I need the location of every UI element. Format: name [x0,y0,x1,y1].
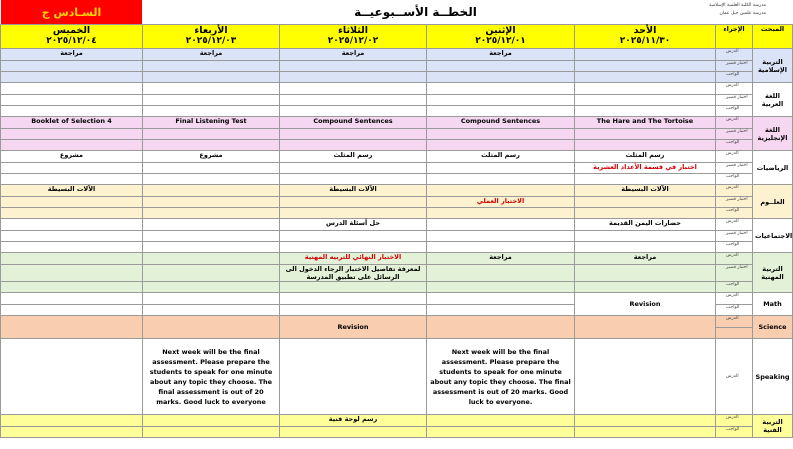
label-short-test: اختبار قصير [716,231,753,242]
school-name [689,2,766,18]
school-line-1: مدرسة الكلية العلمية الإسلامية [709,3,766,8]
table-row [1,185,793,197]
cell-mon: مراجعة [427,49,575,61]
cell-mon: مراجعة [427,253,575,265]
cell-tue: الآلات البسيطة [280,185,427,197]
label-short-test: اختبار قصير [716,61,753,72]
day-tuesday: الثلاثاء ٢٠٢٥/١٢/٠٢ [280,25,427,49]
table-row [1,117,793,129]
table-row [1,72,793,83]
label-lesson: الدرس [716,49,753,61]
table-row [1,174,793,185]
cell-sun: Revision [575,293,716,316]
table-row [1,140,793,151]
table-row [1,293,793,305]
label-short-test: اختبار قصير [716,129,753,140]
cell-wed: Next week will be the final assessment. Please prepare the students to speak for one minute about any topic they choose. The final assessment is out of 20 marks. Good luck to everyone [143,339,280,415]
label-homework: الواجب [716,242,753,253]
label-short-test: اختبار قصير [716,163,753,174]
subject-math-ar: الرياضيات [753,151,793,185]
cell-wed [143,185,280,197]
cell-tue: رسم لوحة فنية [280,415,427,427]
subject-social: الاجتماعيات [753,219,793,253]
table-row [1,427,793,438]
cell-wed: مشروع [143,151,280,163]
cell-sun: مراجعة [575,253,716,265]
label-homework: الواجب [716,140,753,151]
table-row [1,197,793,208]
day-thursday: الخميس ٢٠٢٥/١٢/٠٤ [1,25,143,49]
cell-thu: الآلات البسيطة [1,185,143,197]
cell-tue: Revision [280,316,427,339]
label-lesson: الدرس [716,415,753,427]
subject-science-ar: العلــوم [753,185,793,219]
table-row [1,219,793,231]
class-name: السـادس ج [1,0,142,24]
cell-mon: رسم المثلث [427,151,575,163]
cell-tue: رسم المثلث [280,151,427,163]
label-homework: الواجب [716,305,753,316]
procedure-header: الإجراء [716,25,753,49]
table-row [1,282,793,293]
header-row [1,25,793,49]
table-row [1,49,793,61]
table-row [1,415,793,427]
cell-wed: مراجعة [143,49,280,61]
subject-header: المبحث [753,25,793,49]
label-lesson: الدرس [716,83,753,95]
plan-table [0,24,793,438]
table-row [1,253,793,265]
cell-sun: The Hare and The Tortoise [575,117,716,129]
label-lesson: الدرس [716,316,753,328]
label-homework: الواجب [716,427,753,438]
table-row [1,61,793,72]
table-row [1,83,793,95]
table-row [1,95,793,106]
label-homework: الواجب [716,72,753,83]
subject-math: Math [753,293,793,316]
label-lesson: الدرس [716,339,753,415]
cell-mon: Compound Sentences [427,117,575,129]
table-row [1,129,793,140]
cell-sun: الآلات البسيطة [575,185,716,197]
label-homework: الواجب [716,106,753,117]
cell-sun [575,49,716,61]
label-short-test: اختبار قصير [716,95,753,106]
subject-english: اللغة الإنجليزية [753,117,793,151]
cell-sun-test: اختبار في قسمة الأعداد العشرية [575,163,716,174]
cell-mon: Next week will be the final assessment. Please prepare the students to speak for one minute about any topic they choose. The final assessment is out of 20 marks. Good luck to everyone. [427,339,575,415]
table-row [1,151,793,163]
subject-speaking: Speaking [753,339,793,415]
cell-tue: مراجعة [280,49,427,61]
cell-tue: Compound Sentences [280,117,427,129]
label-lesson: الدرس [716,117,753,129]
table-row [1,242,793,253]
table-row [1,339,793,415]
day-monday: الإثنين ٢٠٢٥/١٢/٠١ [427,25,575,49]
label-lesson: الدرس [716,293,753,305]
cell-tue: حل أسئلة الدرس [280,219,427,231]
subject-arabic: اللغة العربية [753,83,793,117]
label-short-test: اختبار قصير [716,265,753,282]
label-lesson: الدرس [716,219,753,231]
cell-thu: مشروع [1,151,143,163]
subject-science: Science [753,316,793,339]
cell-thu: Booklet of Selection 4 [1,117,143,129]
label-lesson: الدرس [716,185,753,197]
table-row [1,231,793,242]
day-wednesday: الأربعاء ٢٠٢٥/١٢/٠٣ [143,25,280,49]
label-homework: الواجب [716,208,753,219]
subject-islamic: التربية الإسلامية [753,49,793,83]
table-row [1,106,793,117]
label-homework: الواجب [716,174,753,185]
cell-mon-test: الاختبار العملي [427,197,575,208]
cell-tue-note: لمعرفة تفاصيل الاختبار الرجاء الدخول الى الرسائل على تطبيق المدرسة [280,265,427,282]
label-lesson: الدرس [716,253,753,265]
label-short-test: اختبار قصير [716,197,753,208]
cell-wed: Final Listening Test [143,117,280,129]
label-homework: الواجب [716,282,753,293]
cell-thu: مراجعة [1,49,143,61]
cell-mon [427,185,575,197]
cell-tue: الاختبار النهائي للتربيه المهنية [280,253,427,265]
school-line-2: مدرسة علمين جبل عمان [719,11,766,16]
day-sunday: الأحد ٢٠٢٥/١١/٣٠ [575,25,716,49]
table-row [1,163,793,174]
table-row [1,208,793,219]
table-row [1,316,793,328]
subject-art: التربية الفنية [753,415,793,438]
table-row [1,265,793,282]
label-lesson: الدرس [716,151,753,163]
page-title: الخطــة الأســبوعيــة [354,5,477,19]
subject-vocational: التربية المهنية [753,253,793,293]
cell-sun: رسم المثلث [575,151,716,163]
cell-sun: حضارات اليمن القديمة [575,219,716,231]
